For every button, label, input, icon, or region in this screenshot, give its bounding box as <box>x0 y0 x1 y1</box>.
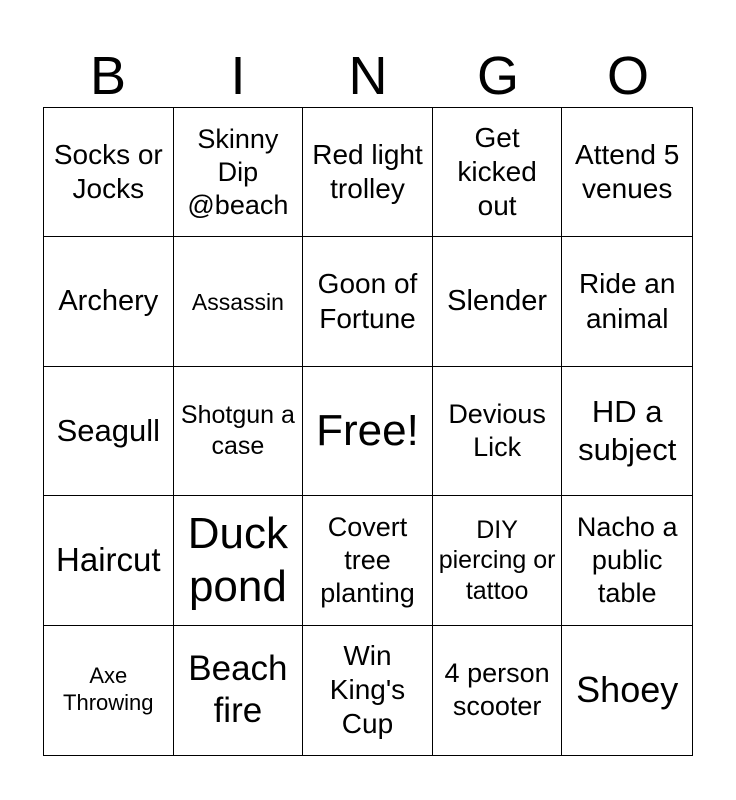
bingo-cell-r5-c4[interactable] <box>433 626 563 755</box>
header-letter-g: G <box>476 46 519 106</box>
bingo-cell-r3-c3[interactable] <box>303 367 433 496</box>
bingo-cell-label: Skinny Dip @beach <box>187 123 289 220</box>
header-letter-b: B <box>89 46 127 106</box>
bingo-cell-label: Haircut <box>56 541 161 579</box>
bingo-cell-r2-c2[interactable] <box>174 237 304 366</box>
bingo-cell-r4-c1[interactable] <box>44 496 174 625</box>
bingo-cell-label: Red light trolley <box>312 139 423 205</box>
bingo-cell-label: Free! <box>316 406 419 456</box>
header-letter-i: I <box>230 46 246 106</box>
bingo-cell-r1-c4[interactable] <box>433 108 563 237</box>
bingo-cell-label: Socks or Jocks <box>53 139 163 205</box>
bingo-cell-label: Shotgun a case <box>180 401 295 460</box>
bingo-cell-label: Shoey <box>576 669 679 711</box>
bingo-cell-r4-c2[interactable] <box>174 496 304 625</box>
bingo-cell-label: Seagull <box>56 413 160 449</box>
bingo-cell-label: Attend 5 venues <box>575 139 680 205</box>
bingo-cell-label: Archery <box>58 284 159 317</box>
bingo-cell-r3-c2[interactable] <box>174 367 304 496</box>
bingo-cell-r3-c1[interactable] <box>44 367 174 496</box>
bingo-cell-label: Get kicked out <box>457 121 537 222</box>
bingo-cell-r3-c5[interactable] <box>562 367 692 496</box>
bingo-cell-r2-c1[interactable] <box>44 237 174 366</box>
bingo-cell-label: HD a subject <box>578 394 677 467</box>
bingo-cell-r1-c3[interactable] <box>303 108 433 237</box>
bingo-cell-label: Ride an animal <box>578 268 676 334</box>
bingo-cell-r1-c1[interactable] <box>44 108 174 237</box>
bingo-board <box>43 107 693 756</box>
bingo-cell-r4-c4[interactable] <box>433 496 563 625</box>
bingo-cell-r2-c3[interactable] <box>303 237 433 366</box>
bingo-cell-label: Assassin <box>191 288 284 315</box>
header-letter-o: O <box>606 46 649 106</box>
bingo-cell-r5-c3[interactable] <box>303 626 433 755</box>
bingo-cell-label: DIY piercing or tattoo <box>438 515 556 605</box>
bingo-cell-label: Goon of Fortune <box>317 268 418 334</box>
bingo-cell-r4-c3[interactable] <box>303 496 433 625</box>
bingo-cell-r5-c2[interactable] <box>174 626 304 755</box>
bingo-cell-label: Beach fire <box>188 648 288 731</box>
bingo-cell-label: 4 person scooter <box>444 658 550 722</box>
bingo-cell-r5-c1[interactable] <box>44 626 174 755</box>
bingo-cell-label: Duck pond <box>187 508 289 612</box>
bingo-header <box>43 44 693 108</box>
bingo-cell-r1-c2[interactable] <box>174 108 304 237</box>
header-letter-n: N <box>348 46 388 106</box>
bingo-cell-r2-c5[interactable] <box>562 237 692 366</box>
bingo-cell-label: Devious Lick <box>448 399 546 462</box>
bingo-cell-label: Nacho a public table <box>576 511 678 608</box>
bingo-cell-r1-c5[interactable] <box>562 108 692 237</box>
bingo-cell-label: Win King's Cup <box>329 640 406 740</box>
bingo-cell-label: Covert tree planting <box>320 511 415 608</box>
bingo-cell-r4-c5[interactable] <box>562 496 692 625</box>
bingo-cell-r3-c4[interactable] <box>433 367 563 496</box>
bingo-cell-label: Slender <box>447 284 548 317</box>
bingo-cell-label: Axe Throwing <box>63 663 154 716</box>
bingo-cell-r5-c5[interactable] <box>562 626 692 755</box>
bingo-cell-r2-c4[interactable] <box>433 237 563 366</box>
